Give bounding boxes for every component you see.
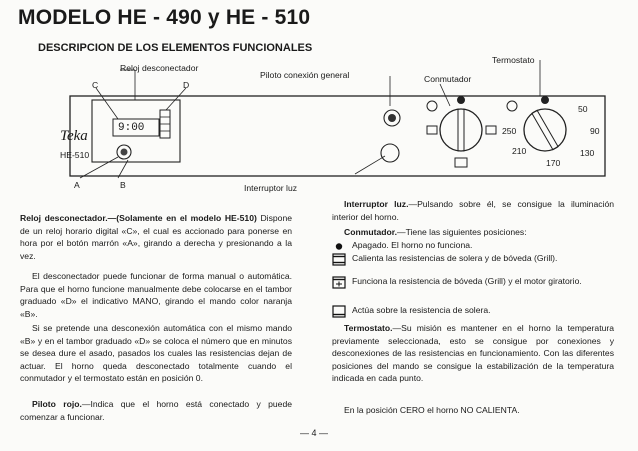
- piloto-heading: Piloto rojo.: [32, 399, 82, 409]
- bottom-heat-icon: [332, 305, 346, 318]
- termostato-heading: Termostato.: [344, 323, 393, 333]
- conmutador-heading: Conmutador.: [344, 227, 397, 237]
- page-title: MODELO HE - 490 y HE - 510: [18, 6, 311, 29]
- interruptor-text: —Pulsando sobre él, se consigue la iluminación interior del horno.: [332, 199, 615, 222]
- thermostat-mark-130: 130: [580, 148, 595, 158]
- conmutador-knob: [440, 109, 482, 151]
- interruptor-heading: Interruptor luz.: [344, 199, 409, 209]
- thermostat-mark-90: 90: [590, 126, 600, 136]
- termostato-text: —Su misión es mantener en el horno la temperatura previamente seleccionada, esto se consigue por conexiones y desconexiones de las resistencias en funcionamiento. Con las diferentes posiciones del mando se consigue la estabilización de la temperatura indicada en cada punto.: [332, 323, 614, 384]
- clock-display: 9:00: [118, 122, 145, 134]
- piloto-text: —Indica que el horno está conectado y puede comenzar a funcionar.: [20, 399, 293, 422]
- interruptor-paragraph: [332, 198, 614, 223]
- thermostat-mark-50: 50: [578, 104, 588, 114]
- reloj-paragraph-3: Si se pretende una desconexión automática con el mismo mando «B» y en el tambor graduado «D» se coloca el número que en minutos se desea dure el asado, pasados los cuales las resistencias dejan de actuar. El horno queda desconectado totalmente cuando el conmutador y el termostato están en posición 0.: [20, 323, 292, 384]
- label-conmutador: Conmutador: [424, 74, 472, 84]
- label-termostato: Termostato: [492, 55, 535, 65]
- reloj-paragraph-2: El desconectador puede funcionar de forma manual o automática. Para que el horno funcione manualmente debe colocarse en el tambor graduado «D» el indicativo MANO, girando el mando color naranja «B».: [20, 271, 292, 319]
- thermostat-knob: [524, 109, 566, 151]
- label-d: D: [183, 80, 190, 90]
- label-reloj: Reloj desconectador: [120, 63, 199, 73]
- label-c: C: [92, 80, 99, 90]
- position-text-off: Apagado. El horno no funciona.: [352, 240, 473, 250]
- section-subtitle: DESCRIPCION DE LOS ELEMENTOS FUNCIONALES: [38, 42, 313, 54]
- position-text-bottom: Actúa sobre la resistencia de solera.: [352, 305, 491, 315]
- label-interruptor: Interruptor luz: [244, 183, 298, 193]
- conmutador-paragraph: [332, 226, 614, 239]
- page-number: — 4 —: [300, 428, 329, 438]
- piloto-paragraph: [20, 398, 292, 423]
- brand-logo: Teka: [60, 128, 88, 144]
- model-label: HE-510: [60, 150, 90, 160]
- dot-icon: [332, 240, 346, 253]
- position-text-top-bottom: Calienta las resistencias de solera y de bóveda (Grill).: [352, 253, 558, 263]
- position-row-bottom: [332, 305, 614, 317]
- conmutador-text: —Tiene las siguientes posiciones:: [397, 227, 527, 237]
- grill-fan-icon: [332, 276, 346, 289]
- top-bottom-heat-icon: [332, 253, 346, 266]
- final-paragraph: En la posición CERO el horno NO CALIENTA.: [344, 405, 520, 415]
- light-switch: [381, 144, 399, 162]
- position-row-off: [332, 240, 614, 252]
- thermostat-mark-210: 210: [512, 146, 527, 156]
- reloj-text: Dispone de un reloj horario digital «C», el cual es accionado para ponerse en hora por el botón marrón «A», girando a derecha y presionando a la vez.: [20, 213, 292, 261]
- position-row-grill-fan: [332, 276, 614, 300]
- label-b: B: [120, 180, 126, 190]
- thermostat-mark-170: 170: [546, 158, 561, 168]
- label-a: A: [74, 180, 80, 190]
- thermostat-mark-250: 250: [502, 126, 517, 136]
- position-row-top-bottom: [332, 253, 614, 277]
- position-text-grill-fan: Funciona la resistencia de bóveda (Grill) y el motor giratorio.: [352, 276, 582, 286]
- termostato-paragraph: [332, 322, 614, 385]
- reloj-heading: Reloj desconectador.—(Solamente en el modelo HE-510): [20, 213, 257, 223]
- reloj-paragraph: [20, 212, 292, 262]
- label-piloto: Piloto conexión general: [260, 70, 350, 80]
